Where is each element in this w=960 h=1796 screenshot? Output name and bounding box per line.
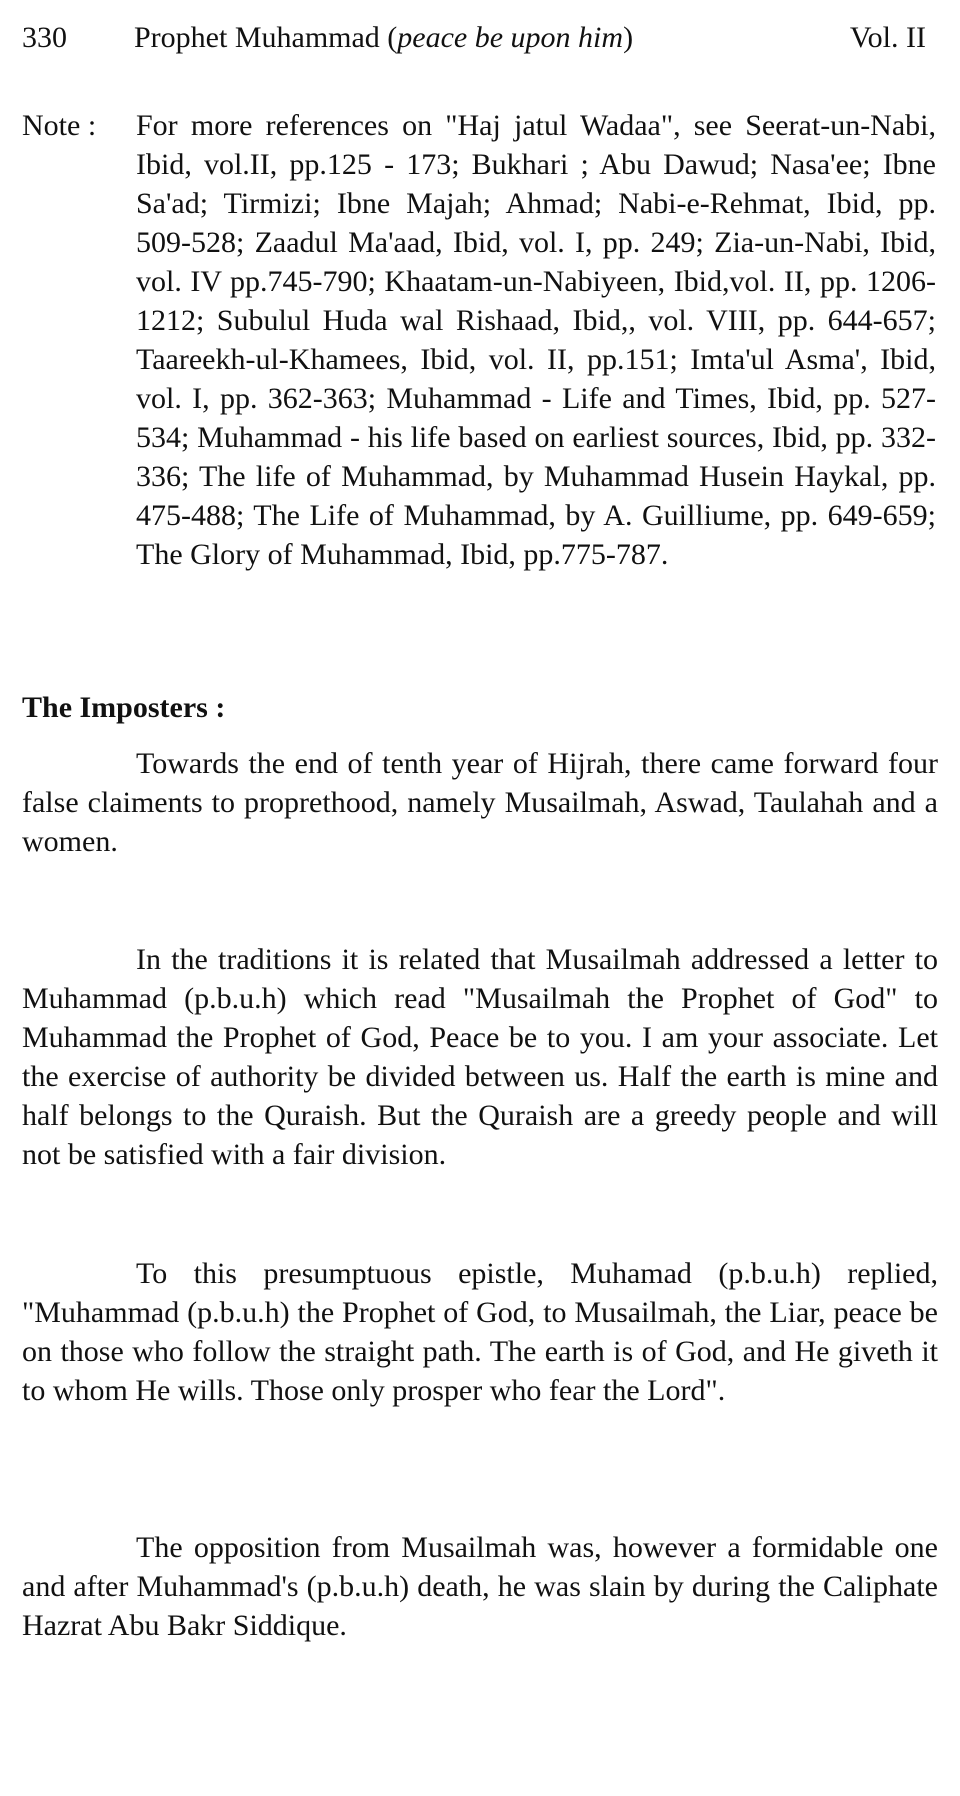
section-heading: The Imposters : [22,691,226,724]
paragraph: The opposition from Musailmah was, however a formidable one and after Muhammad's (p.b.u.h) death, he was slain by during the Caliphate Hazrat Abu Bakr Siddique. [22,1531,938,1642]
running-header [22,16,926,60]
paragraph: To this presumptuous epistle, Muhamad (p.b.u.h) replied, "Muhammad (p.b.u.h) the Prophet of God, to Musailmah, the Liar, peace be on those who follow the straight path. The earth is of God, and He giveth it to whom He wills. Those only prosper who fear the Lord". [22,1257,938,1407]
reference-note [22,106,936,574]
title-main: Prophet Muhammad ( [134,21,398,54]
note-text: For more references on "Haj jatul Wadaa", see Seerat-un-Nabi, Ibid, vol.II, pp.125 - 173; Bukhari ; Abu Dawud; Nasa'ee; Ibne Sa'ad; Tirmizi; Ibne Majah; Ahmad; Nabi-e-Rehmat, Ibid, pp. 509-528; Zaadul Ma'aad, Ibid, vol. I, pp. 249; Zia-un-Nabi, Ibid, vol. IV pp.745-790; Khaatam-un-Nabiyeen, Ibid,vol. II, pp. 1206-1212; Subulul Huda wal Rishaad, Ibid,, vol. VIII, pp. 644-657; Taareekh-ul-Khamees, Ibid, vol. II, pp.151; Imta'ul Asma', Ibid, vol. I, pp. 362-363; Muhammad - Life and Times, Ibid, pp. 527-534; Muhammad - his life based on earliest sources, Ibid, pp. 332-336; The life of Muhammad, by Muhammad Husein Haykal, pp. 475-488; The Life of Muhammad, by A. Guilliume, pp. 649-659; The Glory of Muhammad, Ibid, pp.775-787. [136,109,936,571]
paragraph: In the traditions it is related that Musailmah addressed a letter to Muhammad (p.b.u.h) which read "Musailmah the Prophet of God" to Muhammad the Prophet of God, Peace be to you. I am your associate. Let the exercise of authority be divided between us. Half the earth is mine and half belongs to the Quraish. But the Quraish are a greedy people and will not be satisfied with a fair division. [22,943,938,1171]
running-title [134,16,633,60]
volume-label: Vol. II [849,21,926,54]
paragraph: Towards the end of tenth year of Hijrah, there came forward four false claiments to proprethood, namely Musailmah, Aswad, Taulahah and a women. [22,747,938,858]
title-end: ) [623,21,634,54]
title-italic: peace be upon him [397,21,624,54]
page-number: 330 [22,21,67,54]
note-label: Note : [22,109,97,142]
